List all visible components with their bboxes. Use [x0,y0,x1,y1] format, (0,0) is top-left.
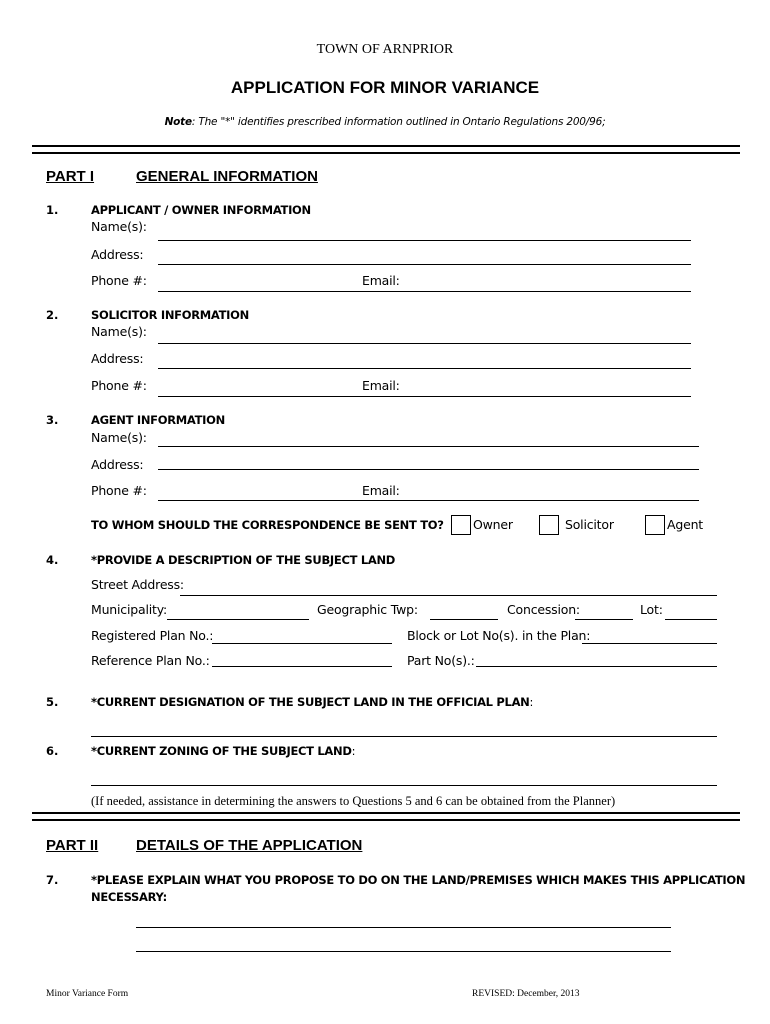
concession-field[interactable] [575,619,633,620]
solicitor-names-field[interactable] [158,343,691,344]
municipality-label: Municipality: [91,602,167,617]
street-address-field[interactable] [180,595,717,596]
agent-checkbox[interactable] [645,515,665,535]
reference-plan-label: Reference Plan No.: [91,653,210,668]
agent-phone-email-field[interactable] [158,500,699,501]
owner-phone-label: Phone #: [91,273,147,288]
section-1-number: 1. [46,203,59,217]
section-4-number: 4. [46,553,59,567]
part-numbers-field[interactable] [476,666,717,667]
owner-phone-email-field[interactable] [158,291,691,292]
section-1-title: APPLICANT / OWNER INFORMATION [91,203,311,217]
section-3-number: 3. [46,413,59,427]
section-7-number: 7. [46,873,59,887]
regulation-note [0,116,770,128]
reference-plan-field[interactable] [212,666,392,667]
owner-option-label: Owner [473,517,513,532]
section-6-number: 6. [46,744,59,758]
section-5-colon: : [529,695,534,709]
section-6-colon: : [351,744,356,758]
explanation-field-line-1[interactable] [136,927,671,928]
solicitor-phone-label: Phone #: [91,378,147,393]
section-divider [32,812,740,821]
correspondence-question: TO WHOM SHOULD THE CORRESPONDENCE BE SENT TO? [91,518,444,532]
solicitor-address-field[interactable] [158,368,691,369]
section-5-title-text: *CURRENT DESIGNATION OF THE SUBJECT LAND IN THE OFFICIAL PLAN [91,695,530,709]
solicitor-phone-email-field[interactable] [158,396,691,397]
agent-option-label: Agent [667,517,703,532]
section-divider [32,145,740,154]
note-text: : The "*" identifies prescribed information outlined in Ontario Regulations 200/96; [191,116,606,128]
solicitor-address-label: Address: [91,351,144,366]
owner-names-label: Name(s): [91,219,147,234]
page-title: APPLICATION FOR MINOR VARIANCE [230,78,540,97]
owner-checkbox[interactable] [451,515,471,535]
section-7-title-line1: *PLEASE EXPLAIN WHAT YOU PROPOSE TO DO ON THE LAND/PREMISES WHICH MAKES THIS APPLICATION [91,873,746,887]
section-3-title: AGENT INFORMATION [91,413,225,427]
section-5-title [91,695,533,709]
block-lot-label: Block or Lot No(s). in the Plan: [407,628,591,643]
solicitor-option-label: Solicitor [565,517,614,532]
assistance-note: (If needed, assistance in determining the answers to Questions 5 and 6 can be obtained from the Planner) [91,794,616,808]
solicitor-names-label: Name(s): [91,324,147,339]
geographic-twp-label: Geographic Twp: [317,602,418,617]
street-address-label: Street Address: [91,577,184,592]
owner-address-label: Address: [91,247,144,262]
part-numbers-label: Part No(s).: [407,653,475,668]
footer-form-name: Minor Variance Form [46,989,129,999]
part-2-heading: DETAILS OF THE APPLICATION [136,837,363,854]
town-name: TOWN OF ARNPRIOR [316,42,454,57]
explanation-field-line-2[interactable] [136,951,671,952]
concession-label: Concession: [507,602,580,617]
solicitor-email-label: Email: [362,378,400,393]
part-1-heading: GENERAL INFORMATION [136,168,318,185]
note-label: Note [164,116,192,128]
lot-field[interactable] [665,619,717,620]
zoning-field[interactable] [91,785,717,786]
part-2-label: PART II [46,837,99,854]
agent-address-field[interactable] [158,469,699,470]
owner-names-field[interactable] [158,240,691,241]
official-plan-field[interactable] [91,736,717,737]
registered-plan-label: Registered Plan No.: [91,628,214,643]
agent-phone-label: Phone #: [91,483,147,498]
footer-revised-date: REVISED: December, 2013 [472,989,580,999]
section-4-title: *PROVIDE A DESCRIPTION OF THE SUBJECT LAND [91,553,396,567]
lot-label: Lot: [640,602,663,617]
section-5-number: 5. [46,695,59,709]
section-7-title-line2: NECESSARY: [91,890,167,904]
section-2-number: 2. [46,308,59,322]
section-6-title [91,744,355,758]
agent-address-label: Address: [91,457,144,472]
owner-email-label: Email: [362,273,400,288]
registered-plan-field[interactable] [212,643,392,644]
municipality-field[interactable] [167,619,309,620]
agent-names-field[interactable] [158,446,699,447]
block-lot-field[interactable] [582,643,717,644]
solicitor-checkbox[interactable] [539,515,559,535]
agent-email-label: Email: [362,483,400,498]
section-2-title: SOLICITOR INFORMATION [91,308,249,322]
part-1-label: PART I [46,168,95,185]
geographic-twp-field[interactable] [430,619,498,620]
agent-names-label: Name(s): [91,430,147,445]
owner-address-field[interactable] [158,264,691,265]
section-6-title-text: *CURRENT ZONING OF THE SUBJECT LAND [91,744,352,758]
